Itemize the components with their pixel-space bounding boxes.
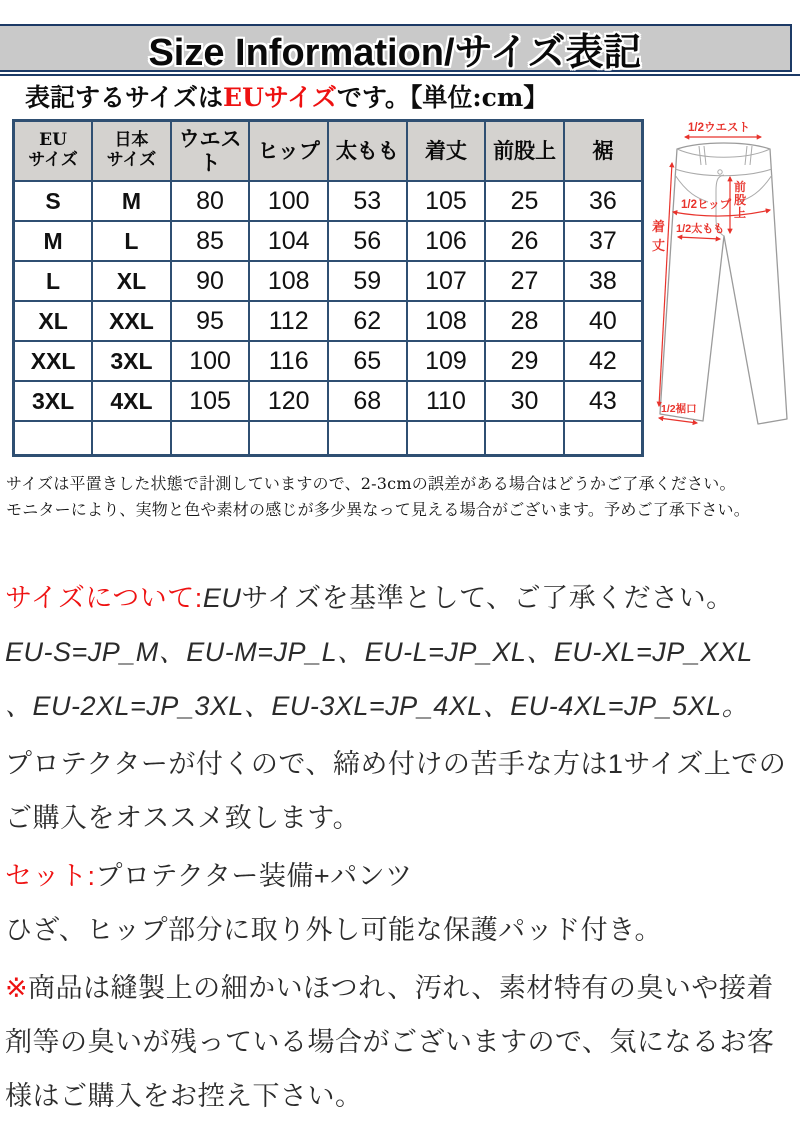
description-text <box>5 571 794 1123</box>
table-row <box>14 221 643 261</box>
table-cell: M <box>92 181 171 221</box>
set-text: プロテクター装備+パンツ <box>95 861 413 891</box>
table-cell <box>485 421 564 456</box>
table-cell: 30 <box>485 381 564 421</box>
waist-measure-label: 1/2ウエスト <box>688 122 750 134</box>
pants-outline <box>660 143 787 424</box>
table-cell: M <box>14 221 93 261</box>
table-cell: S <box>14 181 93 221</box>
table-cell: 85 <box>171 221 250 261</box>
table-cell: 106 <box>407 221 486 261</box>
column-header: ヒップ <box>249 121 328 182</box>
table-cell: L <box>92 221 171 261</box>
table-cell <box>407 421 486 456</box>
column-header: 裾 <box>564 121 643 182</box>
table-row <box>14 301 643 341</box>
size-about-paragraph <box>5 571 794 625</box>
table-cell: 100 <box>249 181 328 221</box>
table-cell: 53 <box>328 181 407 221</box>
table-cell: 36 <box>564 181 643 221</box>
table-cell: 27 <box>485 261 564 301</box>
table-cell <box>14 421 93 456</box>
size-about-label: サイズについて: <box>5 583 203 613</box>
table-cell: 65 <box>328 341 407 381</box>
note-line-2: モニターにより、実物と色や素材の感じが多少異なって見える場合がございます。予めご了承下さい。 <box>6 500 750 519</box>
set-paragraph <box>5 849 794 903</box>
table-cell: 90 <box>171 261 250 301</box>
table-row <box>14 421 643 456</box>
table-cell: XXL <box>14 341 93 381</box>
table-cell: XL <box>92 261 171 301</box>
caution-text: 商品は縫製上の細かいほつれ、汚れ、素材特有の臭いや接着剤等の臭いが残っている場合がございますので、気になるお客様はご購入をお控え下さい。 <box>5 973 775 1111</box>
table-cell: L <box>14 261 93 301</box>
table-cell: 108 <box>249 261 328 301</box>
table-cell: 107 <box>407 261 486 301</box>
set-label: セット: <box>5 861 96 891</box>
table-cell: 38 <box>564 261 643 301</box>
table-cell: 25 <box>485 181 564 221</box>
table-cell: 108 <box>407 301 486 341</box>
table-cell <box>171 421 250 456</box>
table-cell: 120 <box>249 381 328 421</box>
table-cell: 116 <box>249 341 328 381</box>
table-cell: 110 <box>407 381 486 421</box>
table-cell: 68 <box>328 381 407 421</box>
column-header: 前股上 <box>485 121 564 182</box>
measurement-notes <box>6 471 800 523</box>
table-cell <box>92 421 171 456</box>
title-bar <box>0 24 792 72</box>
caution-paragraph <box>5 961 794 1123</box>
table-cell: 80 <box>171 181 250 221</box>
subtitle-prefix: 表記するサイズは <box>25 83 224 112</box>
size-table <box>12 119 644 457</box>
protector-note: プロテクターが付くので、締め付けの苦手な方は1サイズ上でのご購入をオススメ致します。 <box>5 749 787 833</box>
column-header: 太もも <box>328 121 407 182</box>
front-rise-measure-label: 前股上 <box>734 180 747 220</box>
size-table-section <box>0 119 800 459</box>
pants-measurement-diagram <box>640 113 800 453</box>
conversion-line-2: 、EU-2XL=JP_3XL、EU-3XL=JP_4XL、EU-4XL=JP_5XL。 <box>5 691 750 721</box>
table-row <box>14 261 643 301</box>
table-row <box>14 381 643 421</box>
thigh-measure-label: 1/2太もも <box>676 223 725 235</box>
table-row <box>14 181 643 221</box>
table-cell: 37 <box>564 221 643 261</box>
table-cell: 56 <box>328 221 407 261</box>
table-cell: 42 <box>564 341 643 381</box>
hip-measure-label: 1/2ヒップ <box>681 199 732 211</box>
table-row <box>14 341 643 381</box>
table-cell: 104 <box>249 221 328 261</box>
header-row <box>14 121 643 182</box>
table-cell: 109 <box>407 341 486 381</box>
table-cell <box>328 421 407 456</box>
column-header: ウエスト <box>171 121 250 182</box>
table-cell <box>564 421 643 456</box>
table-cell: 43 <box>564 381 643 421</box>
table-cell: 105 <box>171 381 250 421</box>
table-cell: XXL <box>92 301 171 341</box>
table-cell: 3XL <box>14 381 93 421</box>
column-header: EU サイズ <box>14 121 93 182</box>
conversion-line-1: EU-S=JP_M、EU-M=JP_L、EU-L=JP_XL、EU-XL=JP_XXL <box>5 637 753 667</box>
size-table-head <box>14 121 643 182</box>
table-cell: XL <box>14 301 93 341</box>
table-cell: 59 <box>328 261 407 301</box>
size-table-body <box>14 181 643 456</box>
caution-mark: ※ <box>5 973 29 1003</box>
table-cell: 112 <box>249 301 328 341</box>
hem-measure-label: 1/2裾口 <box>661 403 697 415</box>
pad-note: ひざ、ヒップ部分に取り外し可能な保護パッド付き。 <box>5 915 663 945</box>
table-cell: 3XL <box>92 341 171 381</box>
column-header: 着丈 <box>407 121 486 182</box>
note-line-1: サイズは平置きした状態で計測していますので、2-3cmの誤差がある場合はどうかご了承ください。 <box>6 474 736 493</box>
subtitle-suffix: です。【単位:cm】 <box>336 83 549 112</box>
size-about-rest: サイズを基準として、ご了承ください。 <box>241 583 734 613</box>
table-cell: 95 <box>171 301 250 341</box>
column-header: 日本 サイズ <box>92 121 171 182</box>
table-cell: 100 <box>171 341 250 381</box>
page-title: Size Information/サイズ表記 <box>148 31 642 74</box>
subtitle <box>25 83 800 113</box>
table-cell <box>249 421 328 456</box>
table-cell: 62 <box>328 301 407 341</box>
size-about-eu: EU <box>202 583 242 613</box>
subtitle-eu-highlight: EUサイズ <box>223 83 337 112</box>
table-cell: 40 <box>564 301 643 341</box>
table-cell: 4XL <box>92 381 171 421</box>
table-cell: 105 <box>407 181 486 221</box>
table-cell: 28 <box>485 301 564 341</box>
table-cell: 26 <box>485 221 564 261</box>
table-cell: 29 <box>485 341 564 381</box>
length-measure-label: 着丈 <box>652 219 666 253</box>
